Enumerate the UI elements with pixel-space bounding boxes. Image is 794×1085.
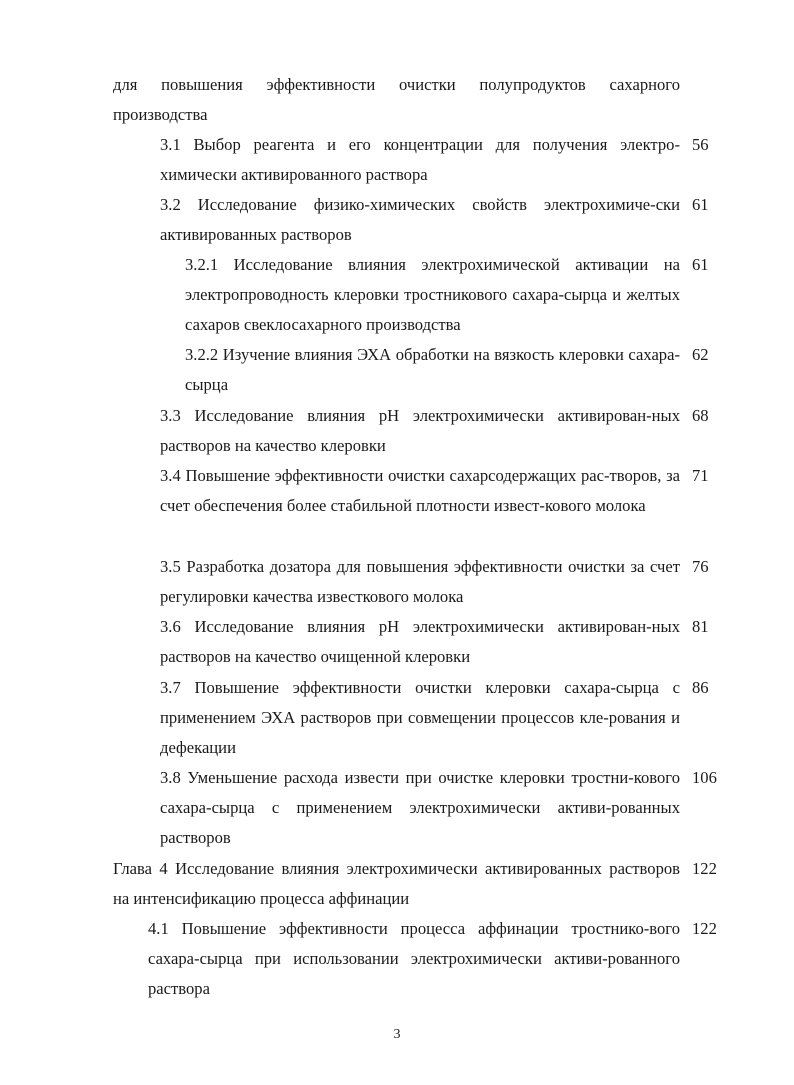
toc-entry-text: 3.7 Повышение эффективности очистки клеровки сахара-сырца с применением ЭХА растворов при совмещении процессов кле-рования и дефекации: [160, 678, 680, 758]
toc-entry-page: 86: [692, 678, 709, 697]
toc-entry-text: Глава 4 Исследование влияния электрохимически активированных растворов на интенсификацию процесса аффинации: [113, 859, 680, 909]
toc-intro-text: для повышения эффективности очистки полупродуктов сахарного производства: [113, 75, 680, 125]
toc-entry-3-3: [160, 401, 709, 461]
toc-entry-page: 61: [692, 195, 709, 214]
toc-entry-3-6: [160, 612, 709, 672]
toc-entry-page: 81: [692, 617, 709, 636]
toc-intro-continuation: [113, 70, 680, 130]
toc-entry-text: 3.1 Выбор реагента и его концентрации для получения электро-химически активированного раствора: [160, 135, 680, 185]
toc-entry-page: 62: [692, 345, 709, 364]
toc-entry-text: 4.1 Повышение эффективности процесса аффинации тростнико-вого сахара-сырца при использовании электрохимически активи-рованного раствора: [148, 919, 680, 999]
toc-entry-text: 3.6 Исследование влияния pH электрохимически активирован-ных растворов на качество очищенной клеровки: [160, 617, 680, 667]
toc-entry-chapter-4: [113, 854, 717, 914]
toc-entry-3-2-1: [185, 250, 709, 341]
toc-entry-page: 71: [692, 466, 709, 485]
toc-entry-3-2: [160, 190, 709, 250]
toc-entry-3-1: [160, 130, 709, 190]
toc-entry-4-1: [148, 914, 717, 1005]
toc-entry-3-5: [160, 552, 709, 612]
toc-entry-page: 122: [692, 919, 717, 938]
toc-entry-page: 68: [692, 406, 709, 425]
toc-entry-text: 3.2.2 Изучение влияния ЭХА обработки на вязкость клеровки сахара-сырца: [185, 345, 680, 395]
toc-entry-3-2-2: [185, 340, 709, 400]
page-number: 3: [393, 1027, 401, 1042]
toc-entry-page: 122: [692, 859, 717, 878]
toc-entry-page: 76: [692, 557, 709, 576]
toc-entry-page: 106: [692, 768, 717, 787]
toc-entry-text: 3.8 Уменьшение расхода извести при очистке клеровки тростни-кового сахара-сырца с применением электрохимически активи-рованных растворов: [160, 768, 680, 848]
toc-entry-3-7: [160, 673, 709, 764]
toc-entry-page: 56: [692, 135, 709, 154]
toc-entry-3-8: [160, 763, 717, 854]
toc-entry-text: 3.3 Исследование влияния pH электрохимически активирован-ных растворов на качество клеровки: [160, 406, 680, 456]
toc-entry-text: 3.2.1 Исследование влияния электрохимической активации на электропроводность клеровки тростникового сахара-сырца и желтых сахаров свеклосахарного производства: [185, 255, 680, 335]
toc-entry-3-4: [160, 461, 709, 521]
toc-entry-page: 61: [692, 255, 709, 274]
toc-entry-text: 3.5 Разработка дозатора для повышения эффективности очистки за счет регулировки качества известкового молока: [160, 557, 680, 607]
toc-entry-text: 3.2 Исследование физико-химических свойств электрохимиче-ски активированных растворов: [160, 195, 680, 245]
toc-entry-text: 3.4 Повышение эффективности очистки сахарсодержащих рас-творов, за счет обеспечения более стабильной плотности извест-кового молока: [160, 466, 680, 516]
